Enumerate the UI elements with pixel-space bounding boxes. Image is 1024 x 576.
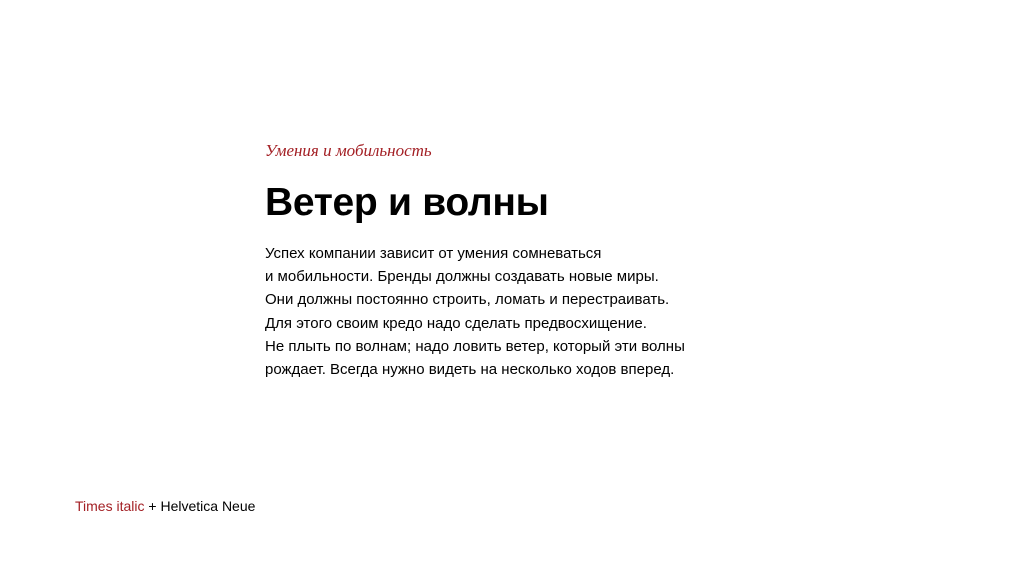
- kicker-text: Умения и мобильность: [265, 141, 432, 160]
- body-line: и мобильности. Бренды должны создавать новые миры.: [265, 268, 659, 286]
- font-separator: +: [144, 498, 161, 514]
- body-line: Для этого своим кредо надо сделать предвосхищение.: [265, 314, 647, 332]
- font-primary-label: Times italic: [75, 498, 145, 514]
- body-line: Успех компании зависит от умения сомневаться: [265, 245, 602, 262]
- font-pairing-caption: [75, 497, 255, 515]
- body-paragraph: [265, 242, 825, 381]
- font-secondary-label: Helvetica Neue: [160, 498, 256, 514]
- body-line: Они должны постоянно строить, ломать и перестраивать.: [265, 291, 670, 309]
- content-block: [265, 140, 825, 381]
- body-line: Не плыть по волнам; надо ловить ветер, который эти волны: [265, 337, 685, 355]
- body-line: рождает. Всегда нужно видеть на несколько ходов вперед.: [265, 361, 675, 379]
- headline: Ветер и волны: [265, 181, 549, 224]
